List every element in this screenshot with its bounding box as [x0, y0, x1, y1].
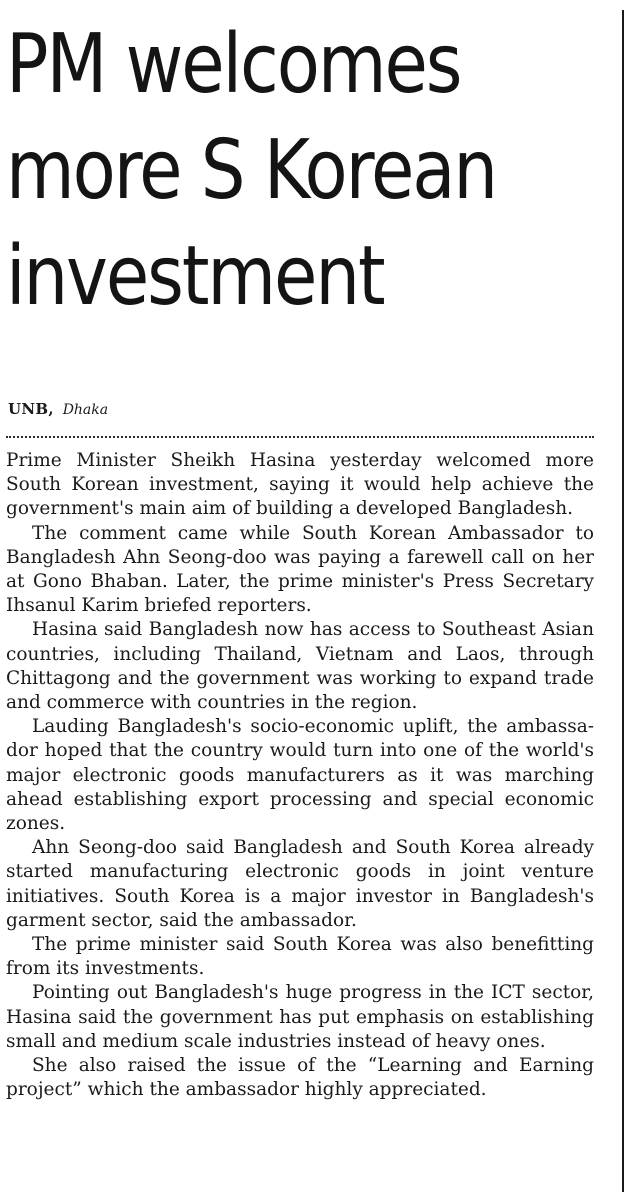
article-paragraph: Lauding Bangladesh's socio-economic uplift, the ambassador hoped that the country would turn into one of the world's major electronic goods manufacturers as it was marching ahead establishing export processing and special economic zones. [6, 716, 594, 835]
byline [8, 400, 108, 418]
article-paragraph: Hasina said Bangladesh now has access to Southeast Asian countries, including Thailand, Vietnam and Laos, through Chittagong and the government was working to expand trade and commerce with countries in the region. [6, 619, 594, 714]
article-headline [6, 12, 527, 330]
byline-agency: UNB, [8, 400, 54, 418]
column-divider-rule [622, 10, 624, 1192]
byline-place: Dhaka [62, 402, 109, 418]
headline-line: investment [6, 229, 384, 324]
article-paragraph: The prime minister said South Korea was also benefitting from its investments. [6, 934, 594, 980]
article-paragraph: Prime Minister Sheikh Hasina yesterday welcomed more South Korean investment, saying it would help achieve the government's main aim of building a developed Bangladesh. [6, 450, 594, 520]
headline-line: more S Korean [6, 123, 497, 218]
article-paragraph: Pointing out Bangladesh's huge progress in the ICT sector, Hasina said the government has put emphasis on establishing small and medium scale industries instead of heavy ones. [6, 982, 594, 1052]
article-paragraph: The comment came while South Korean Ambassador to Bangladesh Ahn Seong-doo was paying a farewell call on her at Gono Bhaban. Later, the prime minister's Press Secretary Ihsanul Karim briefed reporters. [6, 522, 594, 617]
article-paragraph: She also raised the issue of the “Learning and Earning project” which the ambassador highly appreciated. [6, 1055, 594, 1101]
dotted-separator [6, 436, 594, 438]
article-body [6, 449, 594, 1102]
headline-line: PM welcomes [6, 17, 461, 112]
article-paragraph: Ahn Seong-doo said Bangladesh and South Korea already started manufacturing electronic goods in joint venture initiatives. South Korea is a major investor in Bangladesh's garment sector, said the ambassador. [6, 837, 594, 931]
